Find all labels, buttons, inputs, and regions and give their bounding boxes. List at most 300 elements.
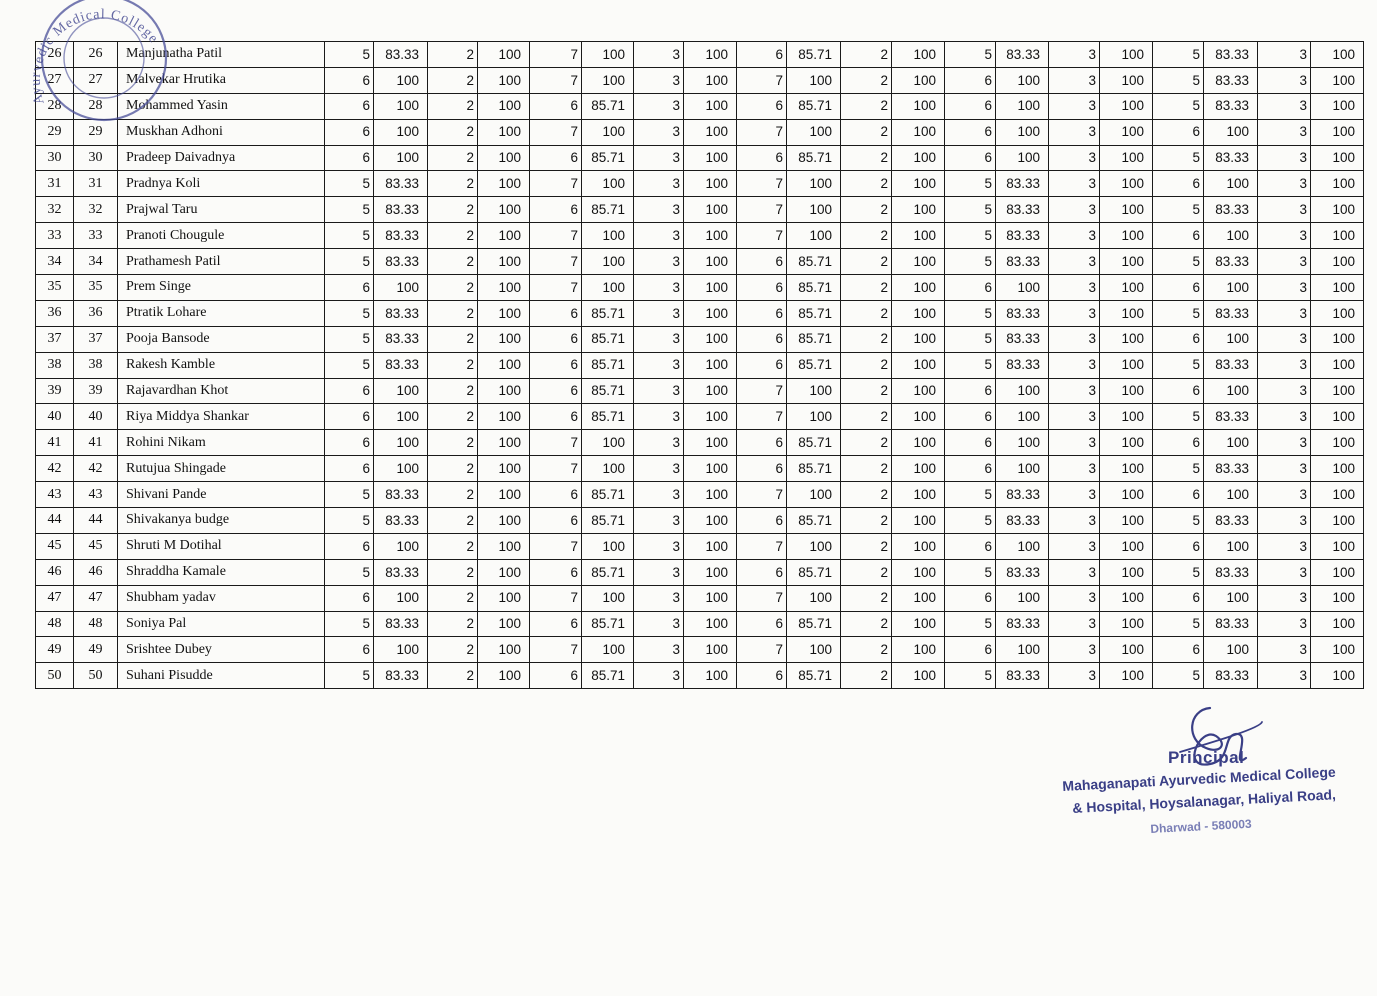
- seal-text: Ayurvedic Medical College: [28, 7, 162, 107]
- percentage-cell: 100: [684, 249, 737, 275]
- attended-count-cell: 3: [1258, 352, 1311, 378]
- attended-count-cell: 6: [530, 559, 582, 585]
- attended-count-cell: 3: [1258, 637, 1311, 663]
- student-name-cell: Shruti M Dotihal: [118, 533, 325, 559]
- percentage-cell: 85.71: [787, 611, 841, 637]
- serial-number-cell: 30: [74, 145, 118, 171]
- percentage-cell: 100: [374, 404, 428, 430]
- attended-count-cell: 6: [325, 93, 374, 119]
- percentage-cell: 85.71: [787, 456, 841, 482]
- percentage-cell: 100: [996, 404, 1049, 430]
- table-row: [36, 508, 1364, 534]
- percentage-cell: 100: [684, 456, 737, 482]
- percentage-cell: 100: [684, 611, 737, 637]
- student-name-cell: Rakesh Kamble: [118, 352, 325, 378]
- serial-number-cell: 27: [74, 67, 118, 93]
- student-name-cell: Shivani Pande: [118, 482, 325, 508]
- serial-number-cell: 28: [74, 93, 118, 119]
- roll-number-cell: 33: [36, 223, 74, 249]
- percentage-cell: 100: [1204, 637, 1258, 663]
- percentage-cell: 100: [1204, 378, 1258, 404]
- roll-number-cell: 41: [36, 430, 74, 456]
- percentage-cell: 83.33: [374, 482, 428, 508]
- table-row: [36, 145, 1364, 171]
- roll-number-cell: 27: [36, 67, 74, 93]
- percentage-cell: 100: [892, 145, 945, 171]
- percentage-cell: 100: [1311, 404, 1364, 430]
- percentage-cell: 83.33: [374, 326, 428, 352]
- percentage-cell: 100: [1311, 223, 1364, 249]
- percentage-cell: 100: [996, 430, 1049, 456]
- student-name-cell: Pooja Bansode: [118, 326, 325, 352]
- percentage-cell: 100: [374, 533, 428, 559]
- attended-count-cell: 6: [325, 637, 374, 663]
- attended-count-cell: 5: [325, 42, 374, 68]
- percentage-cell: 100: [374, 145, 428, 171]
- table-row: [36, 93, 1364, 119]
- percentage-cell: 85.71: [582, 508, 634, 534]
- attended-count-cell: 3: [1049, 119, 1100, 145]
- attended-count-cell: 7: [530, 67, 582, 93]
- attended-count-cell: 3: [1258, 508, 1311, 534]
- attended-count-cell: 3: [634, 352, 684, 378]
- percentage-cell: 100: [684, 637, 737, 663]
- percentage-cell: 83.33: [1204, 249, 1258, 275]
- percentage-cell: 100: [1311, 352, 1364, 378]
- attended-count-cell: 6: [530, 93, 582, 119]
- percentage-cell: 85.71: [582, 300, 634, 326]
- attended-count-cell: 7: [530, 171, 582, 197]
- roll-number-cell: 26: [36, 42, 74, 68]
- student-name-cell: Suhani Pisudde: [118, 663, 325, 689]
- attended-count-cell: 5: [945, 249, 996, 275]
- percentage-cell: 100: [1204, 223, 1258, 249]
- attended-count-cell: 2: [841, 171, 892, 197]
- percentage-cell: 85.71: [787, 508, 841, 534]
- attended-count-cell: 2: [428, 67, 478, 93]
- percentage-cell: 100: [892, 171, 945, 197]
- percentage-cell: 100: [787, 404, 841, 430]
- percentage-cell: 85.71: [787, 559, 841, 585]
- attended-count-cell: 2: [428, 533, 478, 559]
- percentage-cell: 100: [892, 249, 945, 275]
- attended-count-cell: 3: [1258, 249, 1311, 275]
- attended-count-cell: 2: [428, 404, 478, 430]
- percentage-cell: 83.33: [1204, 559, 1258, 585]
- attended-count-cell: 2: [428, 663, 478, 689]
- attended-count-cell: 2: [841, 300, 892, 326]
- percentage-cell: 100: [478, 456, 530, 482]
- percentage-cell: 100: [374, 378, 428, 404]
- attended-count-cell: 5: [945, 508, 996, 534]
- percentage-cell: 100: [582, 585, 634, 611]
- attended-count-cell: 3: [1049, 352, 1100, 378]
- attended-count-cell: 6: [325, 119, 374, 145]
- attended-count-cell: 3: [634, 197, 684, 223]
- attended-count-cell: 5: [325, 482, 374, 508]
- percentage-cell: 100: [684, 145, 737, 171]
- attended-count-cell: 3: [1258, 223, 1311, 249]
- attended-count-cell: 6: [530, 611, 582, 637]
- student-name-cell: Muskhan Adhoni: [118, 119, 325, 145]
- percentage-cell: 83.33: [374, 300, 428, 326]
- table-row: [36, 326, 1364, 352]
- percentage-cell: 100: [478, 197, 530, 223]
- table-row: [36, 637, 1364, 663]
- attended-count-cell: 6: [1153, 430, 1204, 456]
- percentage-cell: 100: [892, 585, 945, 611]
- percentage-cell: 100: [1311, 559, 1364, 585]
- percentage-cell: 100: [1311, 663, 1364, 689]
- attended-count-cell: 3: [1258, 533, 1311, 559]
- percentage-cell: 100: [1100, 456, 1153, 482]
- student-name-cell: Riya Middya Shankar: [118, 404, 325, 430]
- percentage-cell: 83.33: [1204, 93, 1258, 119]
- attended-count-cell: 5: [325, 663, 374, 689]
- percentage-cell: 100: [996, 93, 1049, 119]
- serial-number-cell: 36: [74, 300, 118, 326]
- percentage-cell: 100: [996, 533, 1049, 559]
- attended-count-cell: 2: [841, 404, 892, 430]
- percentage-cell: 100: [1100, 223, 1153, 249]
- attended-count-cell: 3: [634, 404, 684, 430]
- percentage-cell: 100: [892, 508, 945, 534]
- percentage-cell: 100: [684, 171, 737, 197]
- percentage-cell: 83.33: [374, 223, 428, 249]
- table-row: [36, 559, 1364, 585]
- roll-number-cell: 35: [36, 275, 74, 301]
- attended-count-cell: 6: [325, 145, 374, 171]
- attended-count-cell: 6: [945, 378, 996, 404]
- attended-count-cell: 2: [428, 611, 478, 637]
- percentage-cell: 100: [582, 456, 634, 482]
- attended-count-cell: 3: [1049, 223, 1100, 249]
- serial-number-cell: 38: [74, 352, 118, 378]
- percentage-cell: 83.33: [996, 300, 1049, 326]
- percentage-cell: 100: [684, 197, 737, 223]
- attended-count-cell: 2: [428, 93, 478, 119]
- attended-count-cell: 5: [945, 42, 996, 68]
- serial-number-cell: 42: [74, 456, 118, 482]
- roll-number-cell: 29: [36, 119, 74, 145]
- attended-count-cell: 5: [1153, 197, 1204, 223]
- table-row: [36, 533, 1364, 559]
- attended-count-cell: 6: [530, 378, 582, 404]
- attended-count-cell: 5: [325, 611, 374, 637]
- percentage-cell: 100: [1100, 430, 1153, 456]
- serial-number-cell: 43: [74, 482, 118, 508]
- percentage-cell: 83.33: [1204, 300, 1258, 326]
- serial-number-cell: 33: [74, 223, 118, 249]
- attended-count-cell: 7: [530, 42, 582, 68]
- percentage-cell: 100: [1100, 611, 1153, 637]
- attended-count-cell: 7: [530, 223, 582, 249]
- attended-count-cell: 5: [1153, 404, 1204, 430]
- attended-count-cell: 6: [737, 145, 787, 171]
- attended-count-cell: 6: [530, 326, 582, 352]
- percentage-cell: 100: [374, 67, 428, 93]
- serial-number-cell: 46: [74, 559, 118, 585]
- percentage-cell: 100: [1311, 430, 1364, 456]
- attended-count-cell: 3: [1049, 275, 1100, 301]
- percentage-cell: 85.71: [582, 663, 634, 689]
- percentage-cell: 83.33: [374, 42, 428, 68]
- percentage-cell: 100: [478, 42, 530, 68]
- roll-number-cell: 49: [36, 637, 74, 663]
- percentage-cell: 83.33: [996, 326, 1049, 352]
- attended-count-cell: 6: [1153, 585, 1204, 611]
- percentage-cell: 100: [1100, 300, 1153, 326]
- attended-count-cell: 3: [1258, 611, 1311, 637]
- percentage-cell: 100: [582, 223, 634, 249]
- attended-count-cell: 2: [841, 611, 892, 637]
- roll-number-cell: 40: [36, 404, 74, 430]
- attended-count-cell: 6: [1153, 326, 1204, 352]
- percentage-cell: 100: [1100, 249, 1153, 275]
- attended-count-cell: 2: [841, 378, 892, 404]
- percentage-cell: 83.33: [1204, 67, 1258, 93]
- attended-count-cell: 2: [428, 119, 478, 145]
- percentage-cell: 85.71: [787, 249, 841, 275]
- percentage-cell: 100: [787, 378, 841, 404]
- attended-count-cell: 3: [634, 482, 684, 508]
- attended-count-cell: 5: [945, 611, 996, 637]
- percentage-cell: 100: [1311, 171, 1364, 197]
- attended-count-cell: 2: [428, 42, 478, 68]
- percentage-cell: 85.71: [787, 352, 841, 378]
- attended-count-cell: 3: [1258, 93, 1311, 119]
- attended-count-cell: 3: [1049, 585, 1100, 611]
- student-name-cell: Mohammed Yasin: [118, 93, 325, 119]
- percentage-cell: 85.71: [787, 145, 841, 171]
- attended-count-cell: 2: [841, 637, 892, 663]
- attended-count-cell: 3: [1049, 637, 1100, 663]
- percentage-cell: 100: [787, 119, 841, 145]
- roll-number-cell: 39: [36, 378, 74, 404]
- table-row: [36, 611, 1364, 637]
- percentage-cell: 100: [684, 119, 737, 145]
- attended-count-cell: 5: [1153, 300, 1204, 326]
- percentage-cell: 100: [1311, 145, 1364, 171]
- attended-count-cell: 5: [325, 508, 374, 534]
- attended-count-cell: 2: [841, 93, 892, 119]
- attended-count-cell: 6: [1153, 378, 1204, 404]
- attended-count-cell: 2: [428, 145, 478, 171]
- percentage-cell: 100: [478, 171, 530, 197]
- college-seal-icon: [14, 0, 184, 168]
- percentage-cell: 100: [478, 352, 530, 378]
- attended-count-cell: 6: [530, 404, 582, 430]
- attended-count-cell: 3: [634, 378, 684, 404]
- percentage-cell: 85.71: [582, 482, 634, 508]
- percentage-cell: 100: [1204, 326, 1258, 352]
- percentage-cell: 83.33: [996, 171, 1049, 197]
- percentage-cell: 100: [478, 378, 530, 404]
- attended-count-cell: 5: [945, 326, 996, 352]
- percentage-cell: 100: [478, 585, 530, 611]
- attended-count-cell: 3: [634, 611, 684, 637]
- attended-count-cell: 5: [1153, 611, 1204, 637]
- percentage-cell: 100: [582, 42, 634, 68]
- roll-number-cell: 45: [36, 533, 74, 559]
- attended-count-cell: 6: [1153, 119, 1204, 145]
- percentage-cell: 100: [374, 585, 428, 611]
- serial-number-cell: 44: [74, 508, 118, 534]
- attended-count-cell: 2: [841, 275, 892, 301]
- attended-count-cell: 6: [945, 585, 996, 611]
- attended-count-cell: 5: [325, 326, 374, 352]
- percentage-cell: 100: [684, 352, 737, 378]
- percentage-cell: 100: [1204, 482, 1258, 508]
- attended-count-cell: 5: [945, 663, 996, 689]
- percentage-cell: 83.33: [1204, 663, 1258, 689]
- percentage-cell: 100: [787, 482, 841, 508]
- table-row: [36, 223, 1364, 249]
- attended-count-cell: 3: [1258, 430, 1311, 456]
- roll-number-cell: 37: [36, 326, 74, 352]
- percentage-cell: 100: [478, 145, 530, 171]
- attended-count-cell: 7: [737, 171, 787, 197]
- percentage-cell: 100: [478, 300, 530, 326]
- attended-count-cell: 6: [945, 67, 996, 93]
- percentage-cell: 83.33: [996, 42, 1049, 68]
- percentage-cell: 100: [1311, 585, 1364, 611]
- percentage-cell: 100: [787, 171, 841, 197]
- attended-count-cell: 2: [428, 249, 478, 275]
- attended-count-cell: 6: [325, 456, 374, 482]
- roll-number-cell: 34: [36, 249, 74, 275]
- student-name-cell: Manjunatha Patil: [118, 42, 325, 68]
- percentage-cell: 100: [1100, 119, 1153, 145]
- serial-number-cell: 26: [74, 42, 118, 68]
- attended-count-cell: 2: [428, 585, 478, 611]
- percentage-cell: 100: [892, 482, 945, 508]
- student-name-cell: Prem Singe: [118, 275, 325, 301]
- percentage-cell: 100: [892, 611, 945, 637]
- attended-count-cell: 3: [1258, 378, 1311, 404]
- table-row: [36, 585, 1364, 611]
- attendance-table: [35, 41, 1364, 689]
- attended-count-cell: 3: [1258, 275, 1311, 301]
- percentage-cell: 100: [892, 430, 945, 456]
- attended-count-cell: 5: [325, 223, 374, 249]
- attended-count-cell: 3: [634, 300, 684, 326]
- student-name-cell: Rutujua Shingade: [118, 456, 325, 482]
- percentage-cell: 100: [478, 223, 530, 249]
- percentage-cell: 83.33: [1204, 352, 1258, 378]
- percentage-cell: 83.33: [374, 249, 428, 275]
- percentage-cell: 100: [582, 275, 634, 301]
- attended-count-cell: 6: [530, 197, 582, 223]
- percentage-cell: 100: [1100, 42, 1153, 68]
- percentage-cell: 100: [1204, 533, 1258, 559]
- attended-count-cell: 3: [634, 663, 684, 689]
- roll-number-cell: 43: [36, 482, 74, 508]
- attended-count-cell: 6: [325, 67, 374, 93]
- attended-count-cell: 5: [1153, 67, 1204, 93]
- attended-count-cell: 2: [428, 223, 478, 249]
- percentage-cell: 100: [684, 67, 737, 93]
- attended-count-cell: 5: [325, 197, 374, 223]
- percentage-cell: 100: [1311, 637, 1364, 663]
- percentage-cell: 100: [996, 119, 1049, 145]
- attended-count-cell: 3: [1258, 663, 1311, 689]
- percentage-cell: 83.33: [374, 611, 428, 637]
- attended-count-cell: 3: [1049, 300, 1100, 326]
- roll-number-cell: 42: [36, 456, 74, 482]
- attended-count-cell: 3: [634, 93, 684, 119]
- table-row: [36, 482, 1364, 508]
- student-name-cell: Prathamesh Patil: [118, 249, 325, 275]
- percentage-cell: 85.71: [787, 663, 841, 689]
- attended-count-cell: 6: [530, 508, 582, 534]
- percentage-cell: 100: [478, 404, 530, 430]
- percentage-cell: 83.33: [996, 663, 1049, 689]
- student-name-cell: Rohini Nikam: [118, 430, 325, 456]
- roll-number-cell: 46: [36, 559, 74, 585]
- attended-count-cell: 3: [634, 223, 684, 249]
- percentage-cell: 100: [478, 559, 530, 585]
- attended-count-cell: 7: [530, 430, 582, 456]
- percentage-cell: 100: [478, 430, 530, 456]
- table-row: [36, 275, 1364, 301]
- attended-count-cell: 2: [428, 300, 478, 326]
- student-name-cell: Ptratik Lohare: [118, 300, 325, 326]
- attended-count-cell: 7: [530, 585, 582, 611]
- attended-count-cell: 3: [1049, 42, 1100, 68]
- percentage-cell: 100: [582, 637, 634, 663]
- attended-count-cell: 6: [945, 404, 996, 430]
- attended-count-cell: 3: [1049, 404, 1100, 430]
- percentage-cell: 100: [684, 93, 737, 119]
- attended-count-cell: 7: [737, 585, 787, 611]
- percentage-cell: 100: [684, 42, 737, 68]
- percentage-cell: 100: [996, 275, 1049, 301]
- attended-count-cell: 5: [945, 171, 996, 197]
- serial-number-cell: 35: [74, 275, 118, 301]
- attended-count-cell: 3: [1258, 404, 1311, 430]
- percentage-cell: 85.71: [582, 145, 634, 171]
- student-name-cell: Srishtee Dubey: [118, 637, 325, 663]
- percentage-cell: 85.71: [582, 404, 634, 430]
- percentage-cell: 100: [1311, 611, 1364, 637]
- percentage-cell: 100: [1311, 249, 1364, 275]
- percentage-cell: 100: [892, 663, 945, 689]
- attended-count-cell: 6: [737, 93, 787, 119]
- percentage-cell: 100: [1311, 42, 1364, 68]
- percentage-cell: 83.33: [374, 352, 428, 378]
- student-name-cell: Pradnya Koli: [118, 171, 325, 197]
- attended-count-cell: 6: [530, 663, 582, 689]
- percentage-cell: 100: [1204, 119, 1258, 145]
- table-row: [36, 352, 1364, 378]
- percentage-cell: 100: [1100, 663, 1153, 689]
- attended-count-cell: 5: [325, 352, 374, 378]
- serial-number-cell: 45: [74, 533, 118, 559]
- percentage-cell: 100: [1100, 585, 1153, 611]
- attended-count-cell: 6: [325, 275, 374, 301]
- percentage-cell: 100: [1100, 93, 1153, 119]
- table-row: [36, 663, 1364, 689]
- attended-count-cell: 3: [1049, 430, 1100, 456]
- attended-count-cell: 5: [1153, 559, 1204, 585]
- percentage-cell: 100: [1204, 585, 1258, 611]
- attended-count-cell: 3: [1049, 378, 1100, 404]
- attended-count-cell: 2: [841, 67, 892, 93]
- attended-count-cell: 7: [530, 637, 582, 663]
- serial-number-cell: 41: [74, 430, 118, 456]
- percentage-cell: 100: [1311, 326, 1364, 352]
